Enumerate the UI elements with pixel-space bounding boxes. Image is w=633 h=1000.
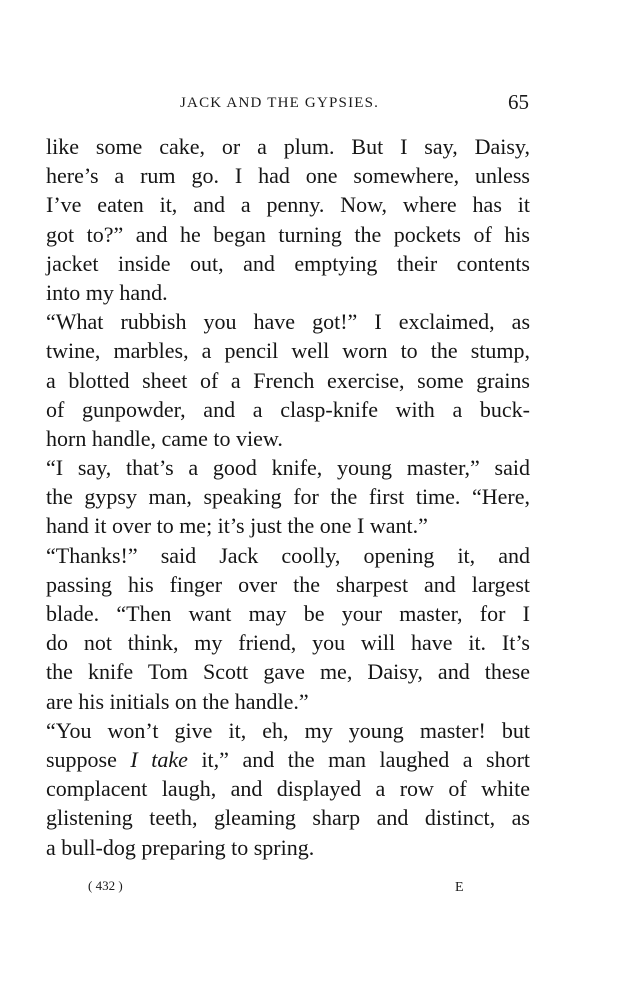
text-line: the knife Tom Scott gave me, Daisy, and these (46, 659, 530, 685)
text-line: “You won’t give it, eh, my young master! but (46, 717, 530, 743)
text-line: suppose I take it,” and the man laughed a short (46, 746, 531, 772)
text-line: “I say, that’s a good knife, young master,” said (46, 455, 530, 481)
text-line: glistening teeth, gleaming sharp and distinct, as (46, 805, 530, 831)
page-number: 65 (508, 90, 529, 114)
text-line: I’ve eaten it, and a penny. Now, where has it (46, 192, 530, 218)
text-line: are his initials on the handle.” (46, 688, 309, 714)
text-line: twine, marbles, a pencil well worn to the stump, (46, 338, 530, 364)
text-line: here’s a rum go. I had one somewhere, unless (46, 163, 530, 189)
text-line: of gunpowder, and a clasp-knife with a buck- (46, 396, 530, 422)
text-line: a bull-dog preparing to spring. (46, 834, 315, 860)
text-line: got to?” and he began turning the pockets of his (46, 221, 530, 247)
text-line: “What rubbish you have got!” I exclaimed, as (46, 309, 530, 335)
text-line: blade. “Then want may be your master, for I (46, 601, 530, 626)
running-title: JACK AND THE GYPSIES. (180, 95, 380, 111)
printer-signature: ( 432 ) (88, 878, 123, 893)
text-line: a blotted sheet of a French exercise, some grains (46, 367, 530, 393)
text-line: the gypsy man, speaking for the first time. “Here, (46, 484, 530, 510)
body-text (46, 132, 530, 862)
text-line: like some cake, or a plum. But I say, Daisy, (46, 134, 530, 159)
text-line: hand it over to me; it’s just the one I want.” (46, 513, 428, 539)
text-line: “Thanks!” said Jack coolly, opening it, and (46, 542, 530, 568)
signature-mark: E (455, 880, 464, 895)
text-line: do not think, my friend, you will have it. It’s (46, 630, 530, 656)
text-line: into my hand. (46, 279, 168, 305)
text-line: horn handle, came to view. (46, 425, 283, 451)
text-line: complacent laugh, and displayed a row of white (46, 776, 530, 802)
emphasis: I take (130, 746, 188, 772)
text-line: passing his finger over the sharpest and largest (46, 571, 530, 597)
text-line: jacket inside out, and emptying their contents (46, 250, 530, 276)
